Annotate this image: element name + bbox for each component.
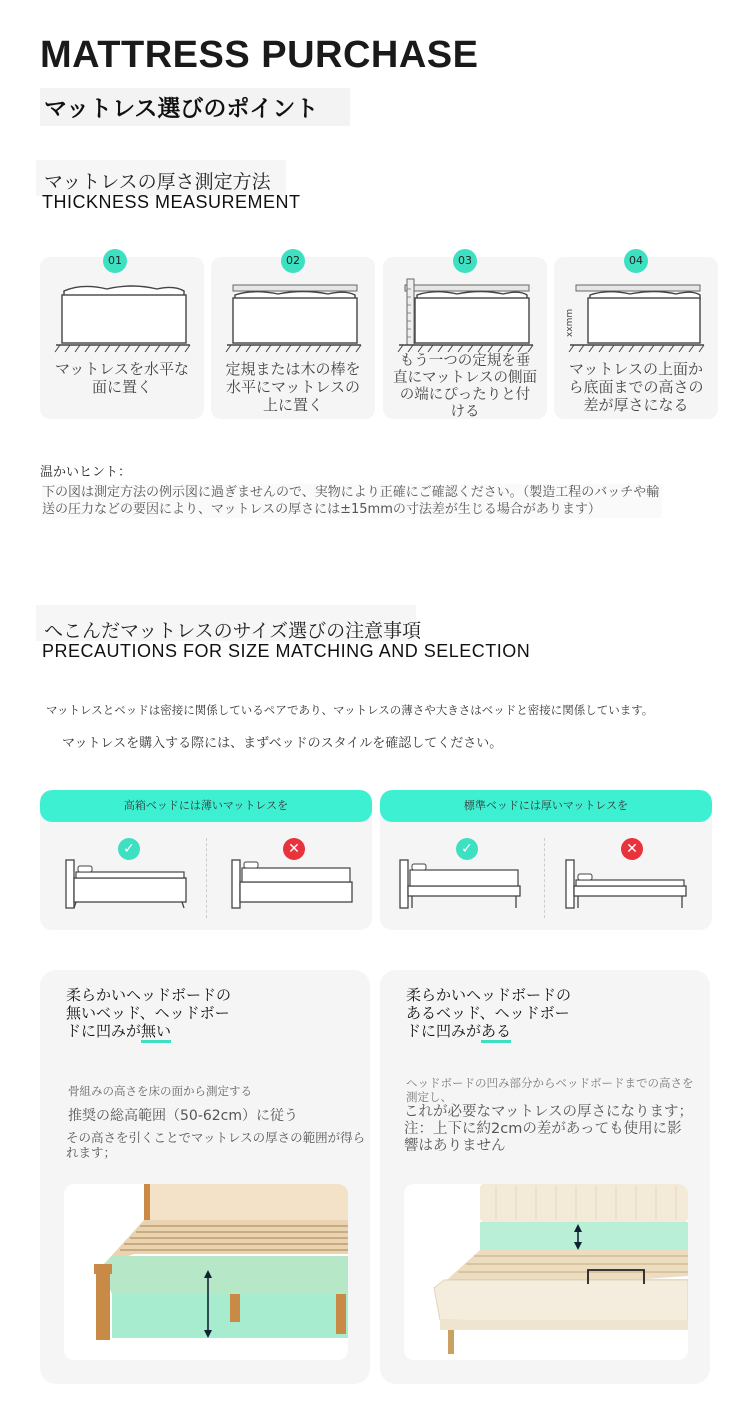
step-card-2 bbox=[211, 257, 375, 419]
wooden-bed-photo bbox=[64, 1184, 348, 1360]
thickness-title-en: THICKNESS MEASUREMENT bbox=[42, 192, 301, 212]
page-title: MATTRESS PURCHASE bbox=[40, 34, 479, 76]
check-icon: ✓ bbox=[118, 838, 140, 860]
ruler-on-mattress-illustration bbox=[223, 279, 363, 359]
headboard-card-note: ヘッドボードの凹み部分からベッドボードまでの高さを測定し、 bbox=[406, 1076, 694, 1104]
comparison-card-high-bed bbox=[40, 790, 372, 930]
headboard-card-no-recess bbox=[40, 970, 370, 1384]
headboard-card-note-2: その高さを引くことでマットレスの厚さの範囲が得られます； bbox=[66, 1130, 366, 1160]
step-card-1 bbox=[40, 257, 204, 419]
headboard-card-range: 推奨の総高範囲（50-62cm）に従う bbox=[68, 1108, 299, 1124]
step-number-badge: 03 bbox=[453, 249, 477, 273]
hint-title: 温かいヒント： bbox=[40, 465, 132, 480]
step-number-badge: 02 bbox=[281, 249, 305, 273]
comparison-card-standard-bed bbox=[380, 790, 712, 930]
standard-bed-thick-mattress-illustration bbox=[396, 856, 522, 912]
check-icon: ✓ bbox=[456, 838, 478, 860]
mattress-on-floor-illustration bbox=[52, 279, 192, 359]
step-text: マットレスを水平な面に置く bbox=[55, 360, 189, 396]
cross-icon: ✕ bbox=[283, 838, 305, 860]
divider bbox=[206, 838, 207, 918]
upholstered-bed-image bbox=[404, 1184, 688, 1360]
headboard-card-thickness-note: これが必要なマットレスの厚さになります；注：上下に約2cmの差があっても使用に影響はありません bbox=[404, 1104, 693, 1154]
upholstered-bed-photo bbox=[404, 1184, 688, 1360]
thickness-measured-illustration bbox=[566, 279, 706, 359]
step-card-4 bbox=[554, 257, 718, 419]
headboard-card-with-recess bbox=[380, 970, 710, 1384]
high-bed-thick-mattress-illustration bbox=[228, 856, 354, 912]
precautions-note-2: マットレスを購入する際には、まずベッドのスタイルを確認してください。 bbox=[62, 736, 503, 751]
step-number-badge: 04 bbox=[624, 249, 648, 273]
wooden-bed-image bbox=[64, 1184, 348, 1360]
headboard-card-title: 柔らかいヘッドボードの無いベッド、ヘッドボードに凹みが無い bbox=[66, 986, 236, 1040]
divider bbox=[544, 838, 545, 918]
vertical-ruler-illustration bbox=[395, 275, 535, 359]
precautions-title-jp: へこんだマットレスのサイズ選びの注意事項 bbox=[44, 620, 422, 642]
high-bed-thin-mattress-illustration bbox=[62, 856, 188, 912]
cross-icon: ✕ bbox=[621, 838, 643, 860]
standard-bed-thin-mattress-illustration bbox=[562, 856, 688, 912]
comparison-header: 高箱ベッドには薄いマットレスを bbox=[40, 790, 372, 822]
headboard-card-title: 柔らかいヘッドボードのあるベッド、ヘッドボードに凹みがある bbox=[406, 986, 576, 1040]
precautions-note-1: マットレスとベッドは密接に関係しているペアであり、マットレスの薄さや大きさはベッドと密接に関係しています。 bbox=[46, 703, 654, 717]
comparison-header: 標準ベッドには厚いマットレスを bbox=[380, 790, 712, 822]
headboard-card-note: 骨組みの高さを床の面から測定する bbox=[68, 1084, 252, 1098]
precautions-title-en: PRECAUTIONS FOR SIZE MATCHING AND SELECTION bbox=[42, 641, 531, 661]
step-text: 定規または木の棒を水平にマットレスの上に置く bbox=[225, 360, 361, 414]
step-text: マットレスの上面から底面までの高さの差が厚さになる bbox=[568, 360, 704, 414]
hint-body: 下の図は測定方法の例示図に過ぎませんので、実物により正確にご確認ください。（製造工程のバッチや輸送の圧力などの要因により、マットレスの厚さには±15mmの寸法差が生じる場合があります） bbox=[42, 484, 662, 518]
ruler-label: xxmm bbox=[565, 308, 575, 337]
step-text: もう一つの定規を垂直にマットレスの側面の端にぴったりと付ける bbox=[393, 353, 537, 420]
step-number-badge: 01 bbox=[103, 249, 127, 273]
page-subtitle: マットレス選びのポイント bbox=[40, 88, 350, 126]
thickness-title-jp: マットレスの厚さ測定方法 bbox=[44, 171, 271, 193]
step-card-3 bbox=[383, 257, 547, 419]
